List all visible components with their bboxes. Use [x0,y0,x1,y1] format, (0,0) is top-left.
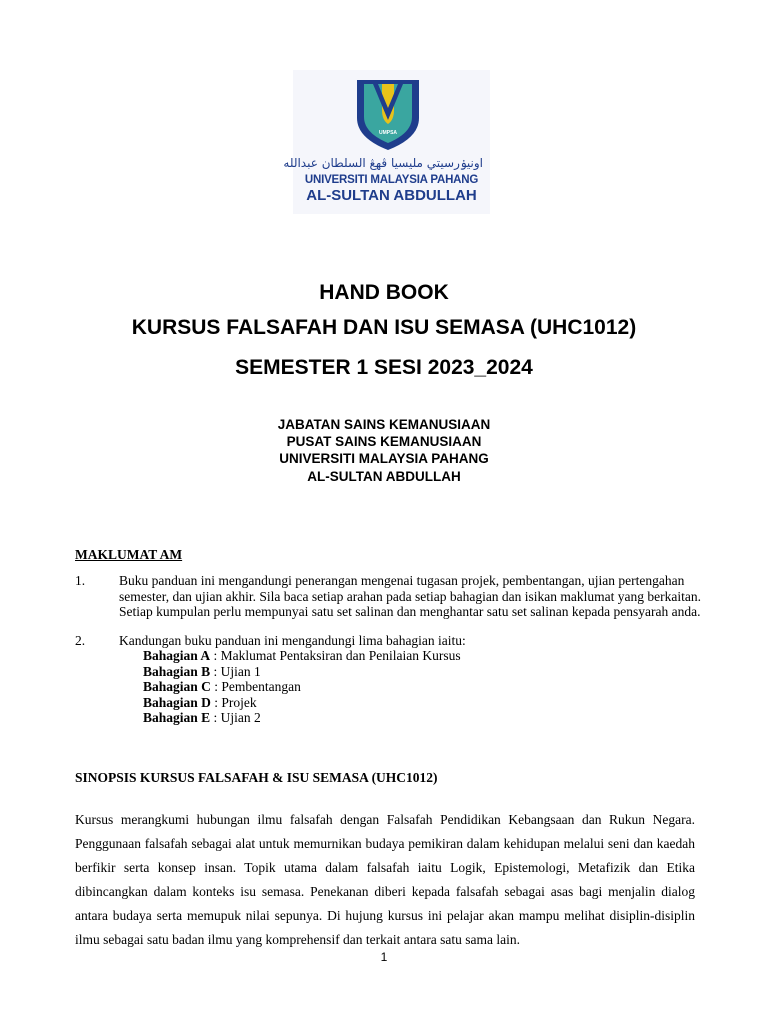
shield-label: UMPSA [378,130,398,136]
list-item-number: 1. [75,573,86,588]
part-label: Bahagian A [143,648,211,663]
part-desc: Pembentangan [221,679,301,694]
list-item-number: 2. [75,633,86,648]
section-heading-maklumat: MAKLUMAT AM [75,547,183,562]
part-desc: Ujian 1 [220,663,261,679]
part-desc: Ujian 2 [220,710,261,725]
logo-arabic-text: اونيۏرسيتي مليسيا ڤهڠ السلطان عبدالله [283,156,483,170]
logo-university-suffix: AL-SULTAN ABDULLAH [306,187,477,204]
part-label: Bahagian E [143,710,211,725]
part-desc: Maklumat Pentaksiran dan Penilaian Kursus [220,648,461,663]
synopsis-paragraph: Kursus merangkumi hubungan ilmu falsafah dengan Falsafah Pendidikan Kebangsaan dan Rukun Negara. Penggunaan falsafah sebagai alat untuk memurnikan budaya pemikiran dalam kehidupan melalui seni dan kaedah berfikir serta konsep insan. Topik utama dalam falsafah iaitu Logik, Epistemologi, Metafizik dan Etika dibincangkan dalam konteks isu semasa. Penekanan diberi kepada falsafah sebagai asas bagi menjalin dialog antara budaya serta memupuk nilai sepunya. Di hujung kursus ini pelajar akan mampu melihat disiplin-disiplin ilmu sebagai satu badan ilmu yang komprehensif dan terkait antara satu sama lain. [75,812,695,947]
section-heading-synopsis: SINOPSIS KURSUS FALSAFAH & ISU SEMASA (UHC1012) [75,770,438,785]
part-desc: Projek [221,694,257,710]
part-label: Bahagian C [143,679,211,694]
list-item-text: Kandungan buku panduan ini mengandungi lima bahagian iaitu: [119,633,466,648]
part-row: Bahagian B : Ujian 1 [143,663,261,679]
dept-line-1: JABATAN SAINS KEMANUSIAAN [277,417,491,432]
dept-line-2: PUSAT SAINS KEMANUSIAAN [286,434,482,449]
title-semester: SEMESTER 1 SESI 2023_2024 [235,356,533,379]
shield-emblem-icon [355,80,421,150]
list-item-text: Buku panduan ini mengandungi penerangan mengenai tugasan projek, pembentangan, ujian pertengahan semester, dan ujian akhir. Sila baca setiap arahan pada setiap bahagian dan isikan maklumat yang berkaitan. Setiap kumpulan perlu mempunyai satu set salinan dan menghantar satu set salinan kepada pensyarah anda. [119,573,701,619]
part-row: Bahagian D : Projek [143,694,257,710]
university-logo [283,70,490,214]
list-item [75,633,715,649]
part-label: Bahagian D [143,694,211,710]
page-number: 1 [380,950,388,964]
dept-line-4: AL-SULTAN ABDULLAH [307,469,461,484]
parts-list [143,648,461,726]
dept-line-3: UNIVERSITI MALAYSIA PAHANG [279,451,489,466]
part-label: Bahagian B [143,663,211,679]
logo-university-name: UNIVERSITI MALAYSIA PAHANG [304,174,479,186]
title-course: KURSUS FALSAFAH DAN ISU SEMASA (UHC1012) [131,316,637,339]
part-row: Bahagian C : Pembentangan [143,679,301,694]
part-row: Bahagian A : Maklumat Pentaksiran dan Penilaian Kursus [143,648,461,663]
part-row: Bahagian E : Ujian 2 [143,710,261,725]
list-item [75,573,715,635]
title-hand-book: HAND BOOK [319,281,449,304]
